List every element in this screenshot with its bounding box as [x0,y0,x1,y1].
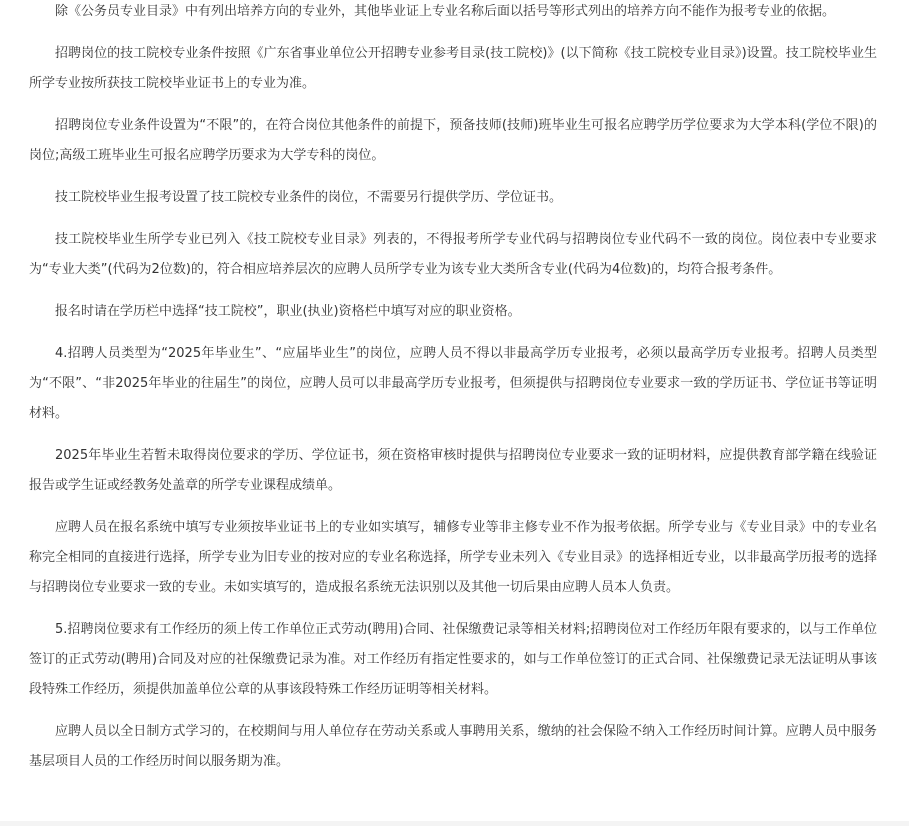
paragraph-registration-selection: 报名时请在学历栏中选择“技工院校”，职业(执业)资格栏中填写对应的职业资格。 [55,304,521,319]
paragraph-fill-major-truthfully: 应聘人员在报名系统中填写专业须按毕业证书上的专业如实填写，辅修专业等非主修专业不作为报考依据。所学专业与《专业目录》中的专业名称完全相同的直接进行选择，所学专业为旧专业的按对应的专业名称选择，所学专业未列入《专业目录》的选择相近专业，以非最高学历报考的选择与招聘岗位专业要求一致的专业。未如实填写的，造成报名系统无法识别以及其他一切后果由应聘人员本人负责。 [29,520,877,595]
paragraph-technical-school-catalog: 招聘岗位的技工院校专业条件按照《广东省事业单位公开招聘专业参考目录(技工院校)》(以下简称《技工院校专业目录》)设置。技工院校毕业生所学专业按所获技工院校毕业证书上的专业为准。 [29,46,877,91]
paragraph-full-time-study: 应聘人员以全日制方式学习的，在校期间与用人单位存在劳动关系或人事聘用关系，缴纳的社会保险不纳入工作经历时间计算。应聘人员中服务基层项目人员的工作经历时间以服务期为准。 [29,724,877,769]
paragraph-major-direction: 除《公务员专业目录》中有列出培养方向的专业外，其他毕业证上专业名称后面以括号等形式列出的培养方向不能作为报考专业的依据。 [55,4,836,19]
paragraph-unlimited-major: 招聘岗位专业条件设置为“不限”的，在符合岗位其他条件的前提下，预备技师(技师)班毕业生可报名应聘学历学位要求为大学本科(学位不限)的岗位;高级工班毕业生可报名应聘学历要求为大学专科的岗位。 [29,118,877,163]
paragraph-major-code-match: 技工院校毕业生所学专业已列入《技工院校专业目录》列表的，不得报考所学专业代码与招聘岗位专业代码不一致的岗位。岗位表中专业要求为“专业大类”(代码为2位数)的，符合相应培养层次的应聘人员所学专业为该专业大类所含专业(代码为4位数)的，均符合报考条件。 [29,232,877,277]
paragraph-2025-graduates: 2025年毕业生若暂未取得岗位要求的学历、学位证书，须在资格审核时提供与招聘岗位专业要求一致的证明材料，应提供教育部学籍在线验证报告或学生证或经教务处盖章的所学专业课程成绩单。 [29,448,877,493]
bottom-divider [0,821,909,826]
paragraph-no-extra-certificates: 技工院校毕业生报考设置了技工院校专业条件的岗位，不需要另行提供学历、学位证书。 [55,190,563,205]
paragraph-work-experience: 5.招聘岗位要求有工作经历的须上传工作单位正式劳动(聘用)合同、社保缴费记录等相关材料;招聘岗位对工作经历年限有要求的，以与工作单位签订的正式劳动(聘用)合同及对应的社保缴费记录为准。对工作经历有指定性要求的，如与工作单位签订的正式合同、社保缴费记录无法证明从事该段特殊工作经历，须提供加盖单位公章的从事该段特殊工作经历证明等相关材料。 [29,622,877,697]
paragraph-recruitment-type: 4.招聘人员类型为“2025年毕业生”、“应届毕业生”的岗位，应聘人员不得以非最高学历专业报考，必须以最高学历专业报考。招聘人员类型为“不限”、“非2025年毕业的往届生”的岗位，应聘人员可以非最高学历专业报考，但须提供与招聘岗位专业要求一致的学历证书、学位证书等证明材料。 [29,346,877,421]
